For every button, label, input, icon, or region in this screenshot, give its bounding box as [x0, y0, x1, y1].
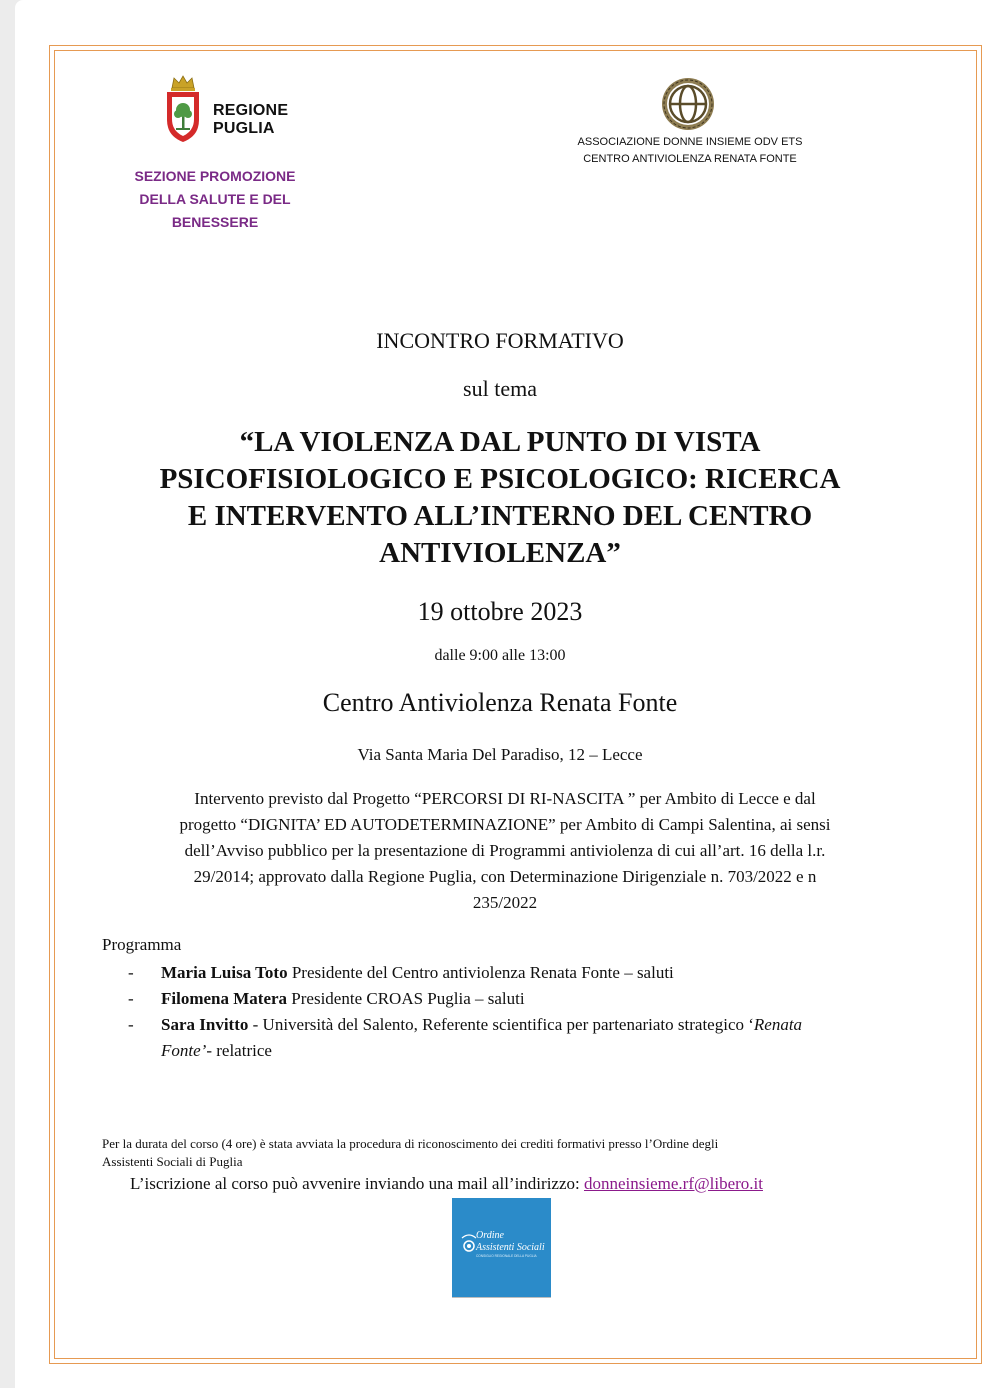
speaker-name: Filomena Matera [161, 989, 288, 1008]
list-item [120, 986, 910, 1012]
speaker-role: - Università del Salento, Referente scientifica per partenariato strategico ‘ [248, 1015, 754, 1034]
paragraph-line: progetto “DIGNITA’ ED AUTODETERMINAZIONE” per Ambito di Campi Salentina, ai sensi [179, 815, 831, 834]
speaker-role: Presidente CROAS Puglia – saluti [287, 989, 525, 1008]
event-time: dalle 9:00 alle 13:00 [434, 647, 566, 664]
speaker-role-italic: Renata [753, 1015, 803, 1034]
regione-puglia-wordmark [213, 102, 288, 138]
list-dash: - [128, 989, 134, 1008]
event-subtitle: sul tema [463, 376, 537, 401]
event-address: Via Santa Maria Del Paradiso, 12 – Lecce [357, 745, 643, 764]
registration-info [130, 1172, 930, 1196]
intervento-paragraph [110, 786, 900, 916]
event-place: Centro Antiviolenza Renata Fonte [322, 688, 678, 717]
wordmark-line-1: REGIONE [213, 102, 289, 119]
paragraph-line: 29/2014; approvato dalla Regione Puglia, con Determinazione Dirigenziale n. 703/2022 e n [193, 867, 817, 886]
association-name [560, 134, 820, 168]
event-title [90, 424, 910, 572]
association-logo-icon [658, 76, 718, 132]
paragraph-line: 235/2022 [472, 893, 538, 912]
list-dash: - [128, 963, 134, 982]
section-line: DELLA SALUTE E DEL [139, 191, 291, 207]
oas-line-1: Ordine [476, 1230, 504, 1241]
speaker-role-rest: - relatrice [206, 1041, 272, 1060]
wordmark-line-2: PUGLIA [213, 120, 275, 137]
speaker-name: Maria Luisa Toto [161, 963, 288, 982]
association-line-2: CENTRO ANTIVIOLENZA RENATA FONTE [583, 153, 797, 165]
list-item [120, 960, 910, 986]
paragraph-line: dell’Avviso pubblico per la presentazione di Programmi antiviolenza di cui all’art. 16 della l.r. [184, 841, 826, 860]
title-line: “LA VIOLENZA DAL PUNTO DI VISTA [239, 426, 761, 458]
email-link[interactable]: donneinsieme.rf@libero.it [583, 1174, 763, 1193]
event-date: 19 ottobre 2023 [417, 597, 583, 626]
title-line: ANTIVIOLENZA” [379, 537, 621, 569]
oas-line-2: Assistenti Sociali [476, 1242, 545, 1253]
oas-swirl-icon [452, 1198, 551, 1297]
registration-text: L’iscrizione al corso può avvenire inviando una mail all’indirizzo: [130, 1174, 584, 1193]
speaker-name: Sara Invitto [161, 1015, 249, 1034]
programma-heading: Programma [102, 935, 182, 954]
title-line: PSICOFISIOLOGICO E PSICOLOGICO: RICERCA [159, 463, 841, 495]
section-title [100, 165, 330, 234]
programma-list [120, 960, 910, 1064]
title-line: E INTERVENTO ALL’INTERNO DEL CENTRO [187, 500, 813, 532]
list-dash: - [128, 1015, 134, 1034]
note-line: Per la durata del corso (4 ore) è stata avviata la procedura di riconoscimento dei crediti formativi presso l’Ordine degli [102, 1136, 719, 1151]
speaker-role: Presidente del Centro antiviolenza Renata Fonte – saluti [287, 963, 674, 982]
ordine-assistenti-sociali-logo [452, 1198, 551, 1298]
credits-note [102, 1135, 922, 1171]
paragraph-line: Intervento previsto dal Progetto “PERCORSI DI RI-NASCITA ” per Ambito di Lecce e dal [194, 789, 816, 808]
event-kind: INCONTRO FORMATIVO [376, 328, 624, 353]
association-line-1: ASSOCIAZIONE DONNE INSIEME ODV ETS [577, 136, 803, 148]
speaker-role-italic: Fonte’ [161, 1041, 207, 1060]
list-item [120, 1012, 910, 1064]
oas-line-3: CONSIGLIO REGIONALE DELLA PUGLIA [476, 1254, 537, 1258]
section-line: SEZIONE PROMOZIONE [134, 168, 296, 184]
note-line: Assistenti Sociali di Puglia [102, 1154, 243, 1169]
section-line: BENESSERE [171, 214, 259, 230]
